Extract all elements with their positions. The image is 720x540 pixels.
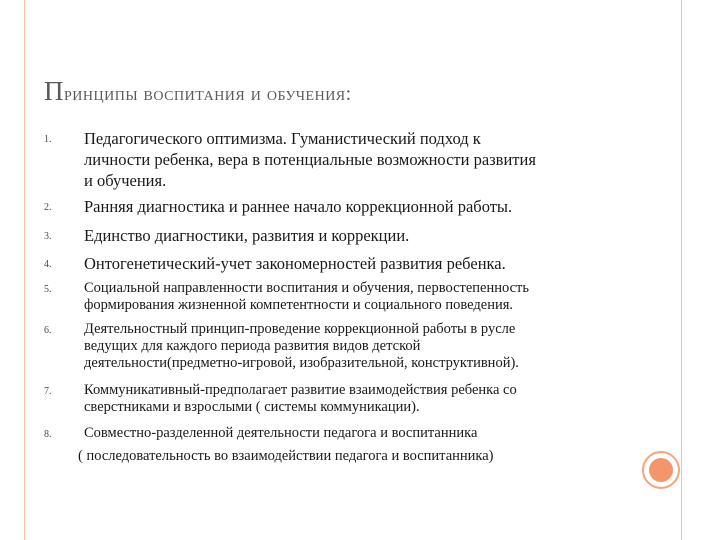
item-number: 8.	[44, 429, 52, 440]
item-text: Онтогенетический-учет закономерностей развития ребенка.	[84, 254, 506, 273]
item-number: 4.	[44, 259, 52, 270]
item-text: Педагогического оптимизма. Гуманистический подход к личности ребенка, вера в потенциальные возможности развития и обучения.	[84, 129, 536, 190]
item-number: 2.	[44, 202, 52, 213]
item-number: 3.	[44, 231, 52, 242]
title-initial: П	[44, 76, 64, 106]
item-number: 1.	[44, 134, 52, 145]
slide-title	[44, 76, 352, 107]
item-text: Социальной направленности воспитания и обучения, первостепенность формирования жизненной компетентности и социального поведения.	[84, 280, 529, 313]
item-text: Единство диагностики, развития и коррекции.	[84, 226, 410, 245]
item-number: 6.	[44, 325, 52, 336]
item-number: 7.	[44, 386, 52, 397]
item-continuation: ( последовательность во взаимодействии педагога и воспитанника)	[78, 448, 494, 464]
item-number: 5.	[44, 284, 52, 295]
decorative-circle-icon	[642, 451, 680, 489]
item-text: Коммуникативный-предполагает развитие взаимодействия ребенка со сверстниками и взрослыми ( системы коммуникации).	[84, 382, 517, 415]
title-rest: ринципы воспитания и обучения:	[64, 83, 352, 105]
item-text: Ранняя диагностика и раннее начало коррекционной работы.	[84, 197, 513, 216]
decorative-dot-icon	[649, 458, 673, 482]
item-text: Совместно-разделенной деятельности педагога и воспитанника	[84, 425, 478, 441]
item-text: Деятельностный принцип-проведение коррекционной работы в русле ведущих для каждого периода развития видов детской деятельности(предметно-игровой, изобразительной, конструктивной).	[84, 321, 519, 371]
